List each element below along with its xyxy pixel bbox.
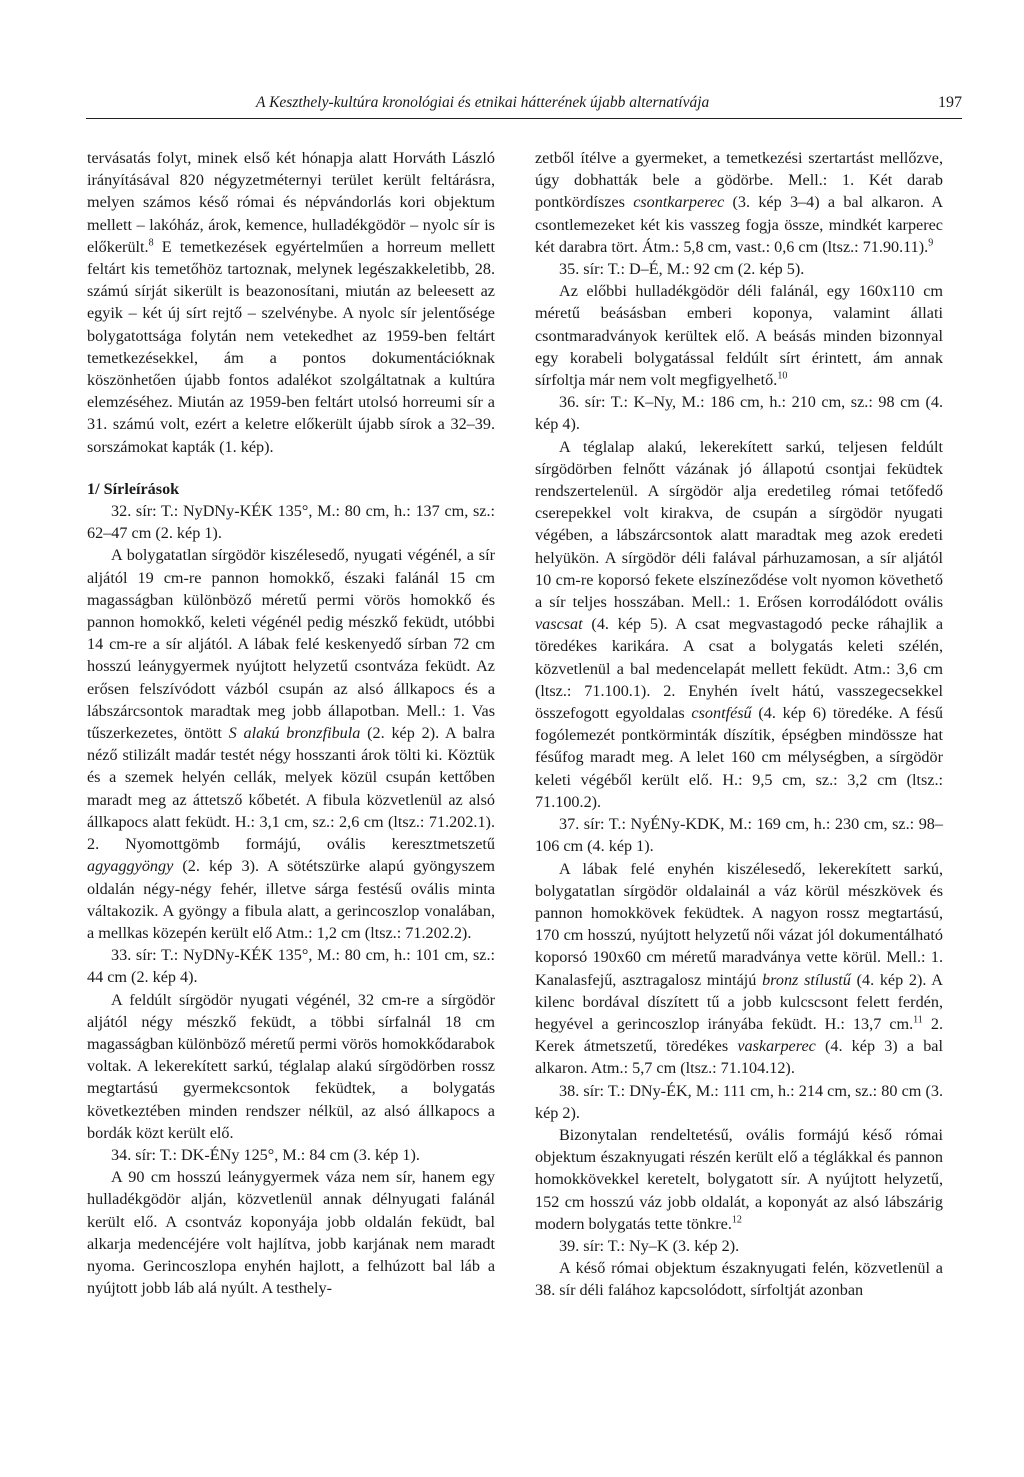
section-heading: 1/ Sírleírások xyxy=(87,479,180,498)
right-column xyxy=(535,147,943,1302)
grave-description-37: A lábak felé enyhén kiszélesedő, lekerekített sarkú, bolygatatlan sírgödör oldalainál a váz körül mészkövek és pannon homokkövek feküdtek. A nagyon rossz megtartású, 170 cm hosszú, nyújtott helyzetű női vázat jól dokumentálható koporsó 190x60 cm méretű maradványa vette körül. Mell.: 1. Kanalasfejű, asztragalosz mintájú bronz stílustű (4. kép 2). A kilenc bordával díszített tű a jobb kulcscsont felett ferdén, hegyével a gerincoszlop irányába feküdt. H.: 13,7 cm.$^{11}$ 2. Kerek átmetszetű, töredékes vaskarperec (4. kép 3) a bal alkaron. Atm.: 5,7 cm (ltsz.: 71.104.12). xyxy=(535,859,943,1078)
grave-description-38: Bizonytalan rendeltetésű, ovális formájú késő római objektum északnyugati részén került elő a téglákkal és pannon homokkövekkel keretelt, bolygatott sír. A nyújtott helyzetű, 152 cm hosszú váz jobb oldalát, a koponyát az alsó lábszárig modern bolygatás tette tönkre.$^{12}$ xyxy=(535,1125,943,1233)
grave-description-36: A téglalap alakú, lekerekített sarkú, teljesen feldúlt sírgödörben felnőtt vázának jó állapotú csontjai feküdtek rendszertelenül. A sírgödör alja eredetileg római tetőfedő cserepekkel volt kirakva, de csupán a sírgödör nyugati végében, a lábszárcsontok alatt maradtak meg azok eredeti helyükön. A sírgödör déli falával párhuzamosan, a sír aljától 10 cm-re koporsó fekete elszíneződése volt nyomon követhető a sír teljes hosszában. Mell.: 1. Erősen korrodálódott ovális vascsat (4. kép 5). A csat megvastagodó pecke ráhajlik a töredékes karikára. A csat a bolygatás keleti szélén, közvetlenül a bal medencelapát mellett feküdt. Atm.: 3,6 cm (ltsz.: 71.100.1). 2. Enyhén ívelt hátú, vasszegecsekkel összefogott egyoldalas csontfésű (4. kép 6) töredéke. A fésű fogólemezét pontkörminták díszítik, épségben mindössze hat fésűfog maradt meg. A lelet 160 cm mélységben, a sírgödör keleti végéből került elő. H.: 9,5 cm, sz.: 3,2 cm (ltsz.: 71.100.2). xyxy=(535,437,944,811)
grave-description-39: A késő római objektum északnyugati felén, közvetlenül a 38. sír déli falához kapcsolódott, sírfoltját azonban xyxy=(535,1259,943,1300)
footnote-ref: 10 xyxy=(777,370,788,382)
page-number: 197 xyxy=(938,94,962,111)
grave-description-33: A feldúlt sírgödör nyugati végénél, 32 cm-re a sírgödör aljától négy mészkő feküdt, a többi sírfalnál 18 cm magasságban különböző méretű permi vörös homokkődarabok voltak. A lekerekített sarkú, téglalap alakú sírgödörben rossz megtartású gyermekcsontok feküdtek, a bolygatás következtében minden rendszer nélkül, az alsó állkapocs a bordák közt került elő. xyxy=(87,990,495,1142)
grave-heading-34: 34. sír: T.: DK-ÉNy 125°, M.: 84 cm (3. kép 1). xyxy=(111,1145,420,1164)
grave-heading-37: 37. sír: T.: NyÉNy-KDK, M.: 169 cm, h.: 230 cm, sz.: 98–106 cm (4. kép 1). xyxy=(535,815,943,856)
grave-description-35: Az előbbi hulladékgödör déli falánál, egy 160x110 cm méretű beásásban emberi koponya, valamint állati csontmaradványok kerültek elő. A beásás minden bizonnyal egy korabeli bolygatással feldúlt sírt érintett, ám annak sírfoltja már nem volt megfigyelhető.$^{10}$ xyxy=(535,282,943,390)
running-header xyxy=(86,92,962,119)
footnote-ref: 9 xyxy=(928,237,934,249)
running-title: A Keszthely-kultúra kronológiai és etnikai hátterének újabb alternatívája xyxy=(256,94,710,111)
paragraph: tervásatás folyt, minek első két hónapja alatt Horváth László irányításával 820 négyzetméternyi terület került feltárásra, melyen számos késő római és népvándorlás kori objektum mellett – lakóház, árok, kemence, hulladékgödör – nyolc sír is előkerült.$^8$ E temetkezések egyértelműen a horreum mellett feltárt kis temetőhöz tartoznak, melynek legészakkeletibb, 28. számú sírját sikerült is beazonosítani, miután az beleesett az egyik – két új sírt rejtő – szelvénybe. A nyolc sír jelentősége bolygatottsága folytán nem vetekedhet az 1959-ben feltárt temetkezésekkel, ám a pontos dokumentációknak köszönhetően újabb fontos adalékot szolgáltatnak a kultúra elemzéséhez. Miután az 1959-ben feltárt utolsó horreumi sír a 31. számú volt, ezért a keletre előkerült újabb sírok a 32–39. sorszámokat kapták (1. kép). xyxy=(87,149,495,456)
grave-heading-36: 36. sír: T.: K–Ny, M.: 186 cm, h.: 210 cm, sz.: 98 cm (4. kép 4). xyxy=(535,393,943,434)
footnote-ref: 12 xyxy=(731,1214,742,1226)
footnote-ref: 11 xyxy=(913,1014,923,1026)
grave-description-34: A 90 cm hosszú leánygyermek váza nem sír, hanem egy hulladékgödör alján, közvetlenül annak délnyugati falánál került elő. A csontváz koponyája jobb oldalán feküdt, bal alkarja medencéjére volt hajlítva, jobb karjának nem maradt nyoma. Gerincoszlopa enyhén hajlott, a felhúzott bal láb a nyújtott jobb láb alá nyúlt. A testhely- xyxy=(87,1168,495,1298)
grave-description-32: A bolygatatlan sírgödör kiszélesedő, nyugati végénél, a sír aljától 19 cm-re pannon homokkő, északi falánál 15 cm magasságban különböző méretű permi vörös homokkő és pannon homokkő, keleti végénél pedig mészkő feküdt, utóbbi 14 cm-re a sír aljától. A lábak felé keskenyedő sírban 72 cm hosszú leánygyermek nyújtott helyzetű csontváza feküdt. Az erősen felszívódott vázból csupán az alsó állkapocs és a lábszárcsontok maradtak meg jobb állapotban. Mell.: 1. Vas tűszerkezetes, öntött S alakú bronzfibula (2. kép 2). A balra néző stilizált madár testét négy hosszanti árok tölti ki. Köztük és a szemek helyén cellák, melyek közül csupán kettőben maradt meg az áttetsző kőbetét. A fibula közvetlenül az alsó állkapocs alatt feküdt. H.: 3,1 cm, sz.: 2,6 cm (ltsz.: 71.202.1). 2. Nyomottgömb formájú, ovális keresztmetszetű agyaggyöngy (2. kép 3). A sötétszürke alapú gyöngyszem oldalán négy-négy fehér, illetve sárga festésű ovális minta váltakozik. A gyöngy a fibula alatt, a gerincoszlop vonalában, a mellkas közepén került elő Atm.: 1,2 cm (ltsz.: 71.202.2). xyxy=(87,546,495,942)
grave-heading-39: 39. sír: T.: Ny–K (3. kép 2). xyxy=(559,1236,740,1255)
grave-heading-38: 38. sír: T.: DNy-ÉK, M.: 111 cm, h.: 214 cm, sz.: 80 cm (3. kép 2). xyxy=(535,1081,943,1122)
grave-heading-33: 33. sír: T.: NyDNy-KÉK 135°, M.: 80 cm, h.: 101 cm, sz.: 44 cm (2. kép 4). xyxy=(87,946,495,987)
grave-heading-35: 35. sír: T.: D–É, M.: 92 cm (2. kép 5). xyxy=(559,260,805,279)
paragraph: zetből ítélve a gyermeket, a temetkezési szertartást mellőzve, úgy dobhatták bele a gödörbe. Mell.: 1. Két darab pontkördíszes csontkarperec (3. kép 3–4) a bal alkaron. A csontlemezeket két kis vasszeg fogja össze, mindkét karperec két darabra tört. Átm.: 5,8 cm, vast.: 0,6 cm (ltsz.: 71.90.11).$^9$ xyxy=(535,149,944,256)
left-column xyxy=(87,147,495,1299)
grave-heading-32: 32. sír: T.: NyDNy-KÉK 135°, M.: 80 cm, h.: 137 cm, sz.: 62–47 cm (2. kép 1). xyxy=(87,502,495,543)
footnote-ref: 8 xyxy=(148,237,154,249)
